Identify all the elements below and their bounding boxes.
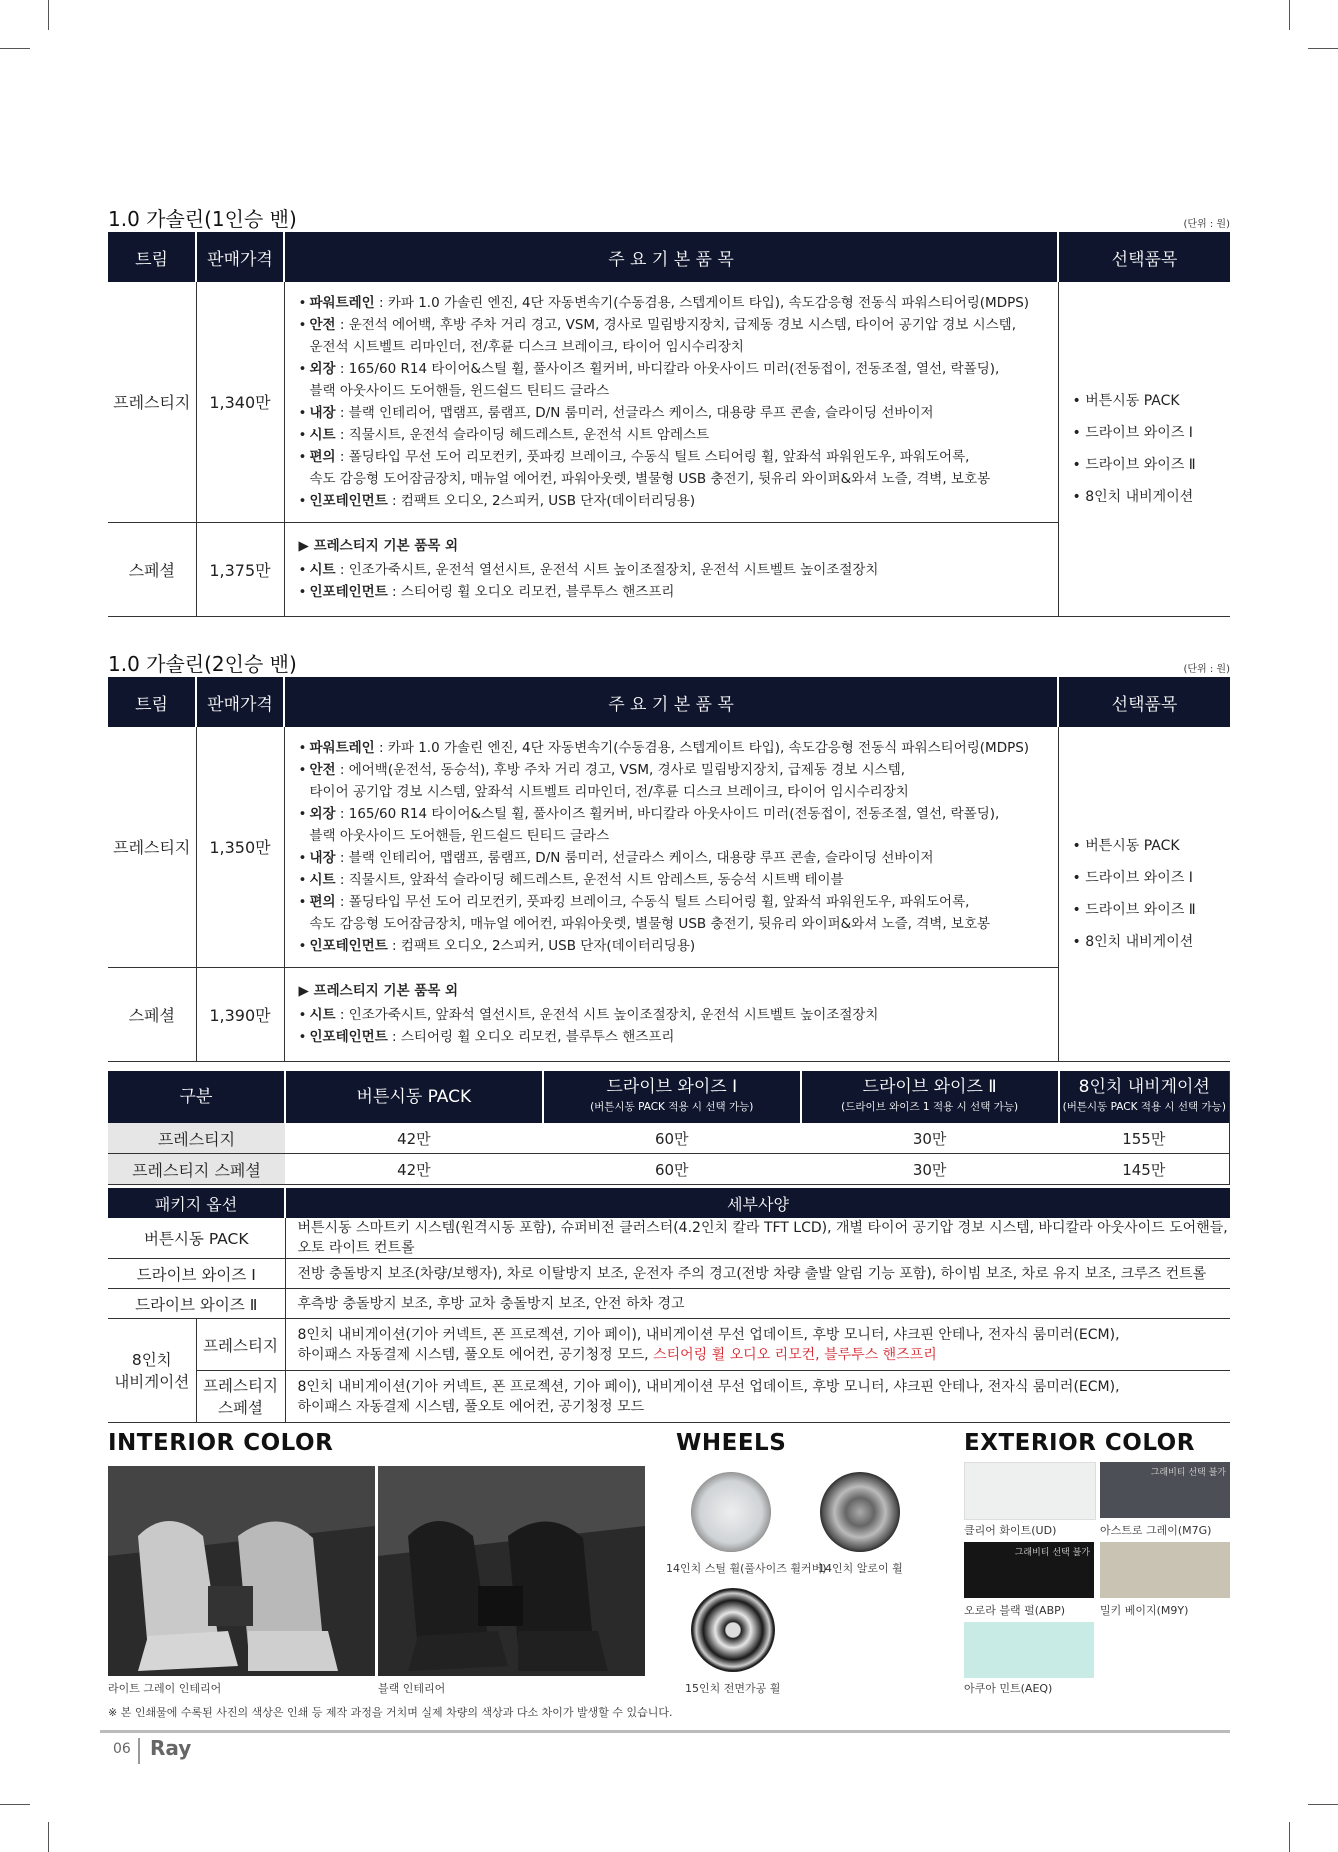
wheel-label: 14인치 스틸 휠(풀사이즈 휠커버) [666, 1562, 827, 1575]
col-header-options: 선택품목 [1058, 232, 1230, 282]
option-list [1058, 282, 1230, 616]
interior-label: 라이트 그레이 인테리어 [108, 1682, 222, 1695]
crop-mark [1289, 1822, 1290, 1852]
feature-item: • 편의 : 폴딩타입 무선 도어 리모컨키, 풋파킹 브레이크, 수동식 틸트 스티어링 휠, 앞좌석 파워윈도우, 파워도어록, 속도 감응형 도어잠금장치, 매뉴얼 에어컨, 파워아웃렛, 별물형 USB 충전기, 뒷유리 와이퍼&와셔 노즐, 격벽, 보호봉 [299, 891, 1044, 935]
col-header-price: 판매가격 [196, 232, 284, 282]
crop-mark [0, 48, 30, 49]
color-label: 아쿠아 민트(AEQ) [964, 1682, 1053, 1695]
wheels-title: WHEELS [676, 1430, 787, 1456]
feature-list [284, 282, 1058, 522]
price-cell: 30만 [801, 1154, 1059, 1185]
feature-list [284, 967, 1058, 1061]
spec-table-van1 [108, 232, 1230, 617]
wheel-label: 15인치 전면가공 휠 [685, 1682, 781, 1695]
color-swatch-aurora-black: 그래비티 선택 불가 [964, 1542, 1094, 1598]
exterior-title: EXTERIOR COLOR [964, 1430, 1195, 1456]
price-cell: 60만 [543, 1154, 801, 1185]
col-header-price: 판매가격 [196, 677, 284, 727]
col-header: 패키지 옵션 [108, 1188, 285, 1218]
table-row [108, 1319, 1230, 1371]
option-item: • 8인치 내비게이션 [1073, 926, 1230, 958]
option-item: • 버튼시동 PACK [1073, 385, 1230, 417]
feature-item: • 내장 : 블랙 인테리어, 맵램프, 룸램프, D/N 룸미러, 선글라스 케이스, 대용량 루프 콘솔, 슬라이딩 선바이저 [299, 847, 1044, 869]
unit-label: (단위 : 원) [1183, 664, 1230, 675]
option-price-table [108, 1071, 1230, 1185]
crop-mark [48, 1822, 49, 1852]
color-label: 오로라 블랙 펄(ABP) [964, 1604, 1066, 1617]
trim-price: 1,340만 [196, 282, 284, 522]
col-header: 드라이브 와이즈 Ⅰ (버튼시동 PACK 적용 시 선택 가능) [543, 1071, 801, 1123]
feature-item: • 인포테인먼트 : 스티어링 휠 오디오 리모컨, 블루투스 핸즈프리 [299, 1026, 1044, 1048]
feature-item: • 안전 : 운전석 에어백, 후방 주차 거리 경고, VSM, 경사로 밀림방지장치, 급제동 경보 시스템, 타이어 공기압 경보 시스템, 운전석 시트벨트 리마인더, 전/후륜 디스크 브레이크, 타이어 임시수리장치 [299, 314, 1044, 358]
wheel-image-steel [691, 1472, 771, 1552]
trim-price: 1,390만 [196, 967, 284, 1061]
interior-photo [378, 1466, 645, 1676]
wheel-label: 14인치 알로이 휠 [818, 1562, 903, 1575]
col-header-trim: 트림 [108, 677, 196, 727]
col-header: 8인치 내비게이션 (버튼시동 PACK 적용 시 선택 가능) [1059, 1071, 1230, 1123]
col-header-features: 주 요 기 본 품 목 [284, 232, 1058, 282]
feature-item: • 시트 : 직물시트, 운전석 슬라이딩 헤드레스트, 운전석 시트 암레스트 [299, 424, 1044, 446]
trim-name: 프레스티지 [108, 727, 196, 967]
package-name: 8인치 내비게이션 [108, 1319, 196, 1423]
interior-label: 블랙 인테리어 [378, 1682, 446, 1695]
footer-divider [100, 1730, 1230, 1733]
footer-separator [138, 1738, 140, 1764]
price-cell: 60만 [543, 1123, 801, 1154]
section-title-van2: 1.0 가솔린(2인승 밴) [108, 652, 297, 676]
trim-name: 스페셜 [108, 967, 196, 1061]
option-item: • 8인치 내비게이션 [1073, 481, 1230, 513]
unit-label: (단위 : 원) [1183, 219, 1230, 230]
row-label: 프레스티지 [108, 1123, 285, 1154]
crop-mark [48, 0, 49, 30]
option-item: • 드라이브 와이즈 Ⅱ [1073, 449, 1230, 481]
price-cell: 145만 [1059, 1154, 1230, 1185]
feature-list [284, 727, 1058, 967]
footnote: ※ 본 인쇄물에 수록된 사진의 색상은 인쇄 등 제작 과정을 거치며 실제 차량의 색상과 다소 차이가 발생할 수 있습니다. [108, 1706, 673, 1719]
package-table [108, 1188, 1230, 1423]
price-cell: 42만 [285, 1154, 543, 1185]
table-row [108, 1289, 1230, 1319]
option-item: • 드라이브 와이즈 Ⅰ [1073, 862, 1230, 894]
table-row [108, 1371, 1230, 1423]
col-header: 드라이브 와이즈 Ⅱ (드라이브 와이즈 1 적용 시 선택 가능) [801, 1071, 1059, 1123]
crop-mark [0, 1804, 30, 1805]
price-cell: 42만 [285, 1123, 543, 1154]
feature-item: • 시트 : 직물시트, 앞좌석 슬라이딩 헤드레스트, 운전석 시트 암레스트, 동승석 시트백 테이블 [299, 869, 1044, 891]
col-header-trim: 트림 [108, 232, 196, 282]
trim-name: 프레스티지 [108, 282, 196, 522]
feature-heading: ▶ 프레스티지 기본 품목 외 [298, 983, 459, 999]
color-swatch-astro-grey: 그래비티 선택 불가 [1100, 1462, 1230, 1518]
option-item: • 버튼시동 PACK [1073, 830, 1230, 862]
package-desc: 버튼시동 스마트키 시스템(원격시동 포함), 슈퍼비전 클러스터(4.2인치 칼라 TFT LCD), 개별 타이어 공기압 경보 시스템, 바디칼라 아웃사이드 도어핸들, 오토 라이트 컨트롤 [285, 1218, 1230, 1259]
package-name: 버튼시동 PACK [108, 1218, 285, 1259]
feature-list [284, 522, 1058, 616]
color-swatch-milky-beige [1100, 1542, 1230, 1598]
col-header: 버튼시동 PACK [285, 1071, 543, 1123]
feature-item: • 외장 : 165/60 R14 타이어&스틸 휠, 풀사이즈 휠커버, 바디칼라 아웃사이드 미러(전동접이, 전동조절, 열선, 락폴딩), 블랙 아웃사이드 도어핸들, 윈드쉴드 틴티드 글라스 [299, 358, 1044, 402]
feature-item: • 내장 : 블랙 인테리어, 맵램프, 룸램프, D/N 룸미러, 선글라스 케이스, 대용량 루프 콘솔, 슬라이딩 선바이저 [299, 402, 1044, 424]
trim-label: 프레스티지 스페셜 [196, 1371, 285, 1423]
interior-photo [108, 1466, 375, 1676]
crop-mark [1289, 0, 1290, 30]
color-label: 밀키 베이지(M9Y) [1100, 1604, 1189, 1617]
trim-price: 1,375만 [196, 522, 284, 616]
col-header: 구분 [108, 1071, 285, 1123]
col-header: 세부사양 [285, 1188, 1230, 1218]
spec-table-van2 [108, 677, 1230, 1062]
color-label: 클리어 화이트(UD) [964, 1524, 1057, 1537]
option-item: • 드라이브 와이즈 Ⅱ [1073, 894, 1230, 926]
feature-item: • 인포테인먼트 : 컴팩트 오디오, 2스피커, USB 단자(데이터리딩용) [299, 490, 1044, 512]
table-row [108, 1154, 1230, 1185]
option-list [1058, 727, 1230, 1061]
col-header-options: 선택품목 [1058, 677, 1230, 727]
price-cell: 30만 [801, 1123, 1059, 1154]
color-swatch-aqua-mint [964, 1622, 1094, 1678]
table-row [108, 1218, 1230, 1259]
interior-title: INTERIOR COLOR [108, 1430, 334, 1456]
color-swatch-clear-white [964, 1462, 1096, 1520]
wheel-image-alloy [820, 1472, 900, 1552]
feature-heading: ▶ 프레스티지 기본 품목 외 [298, 538, 459, 554]
package-desc: 8인치 내비게이션(기아 커넥트, 폰 프로젝션, 기아 페이), 내비게이션 무선 업데이트, 후방 모니터, 샤크핀 안테나, 전자식 룸미러(ECM), 하이패스 자동결제 시스템, 풀오토 에어컨, 공기청정 모드, 스티어링 휠 오디오 리모컨, 블루투스 핸즈프리 [285, 1319, 1230, 1371]
feature-item: • 인포테인먼트 : 스티어링 휠 오디오 리모컨, 블루투스 핸즈프리 [299, 581, 1044, 603]
wheel-image-15in [691, 1588, 775, 1672]
section-title-van1: 1.0 가솔린(1인승 밴) [108, 207, 297, 231]
feature-item: • 파워트레인 : 카파 1.0 가솔린 엔진, 4단 자동변속기(수동겸용, 스텝게이트 타입), 속도감응형 전동식 파워스티어링(MDPS) [299, 292, 1044, 314]
option-item: • 드라이브 와이즈 Ⅰ [1073, 417, 1230, 449]
highlight-text: 스티어링 휠 오디오 리모컨, 블루투스 핸즈프리 [653, 1346, 937, 1363]
package-name: 드라이브 와이즈 Ⅱ [108, 1289, 285, 1319]
trim-label: 프레스티지 [196, 1319, 285, 1371]
feature-item: • 편의 : 폴딩타입 무선 도어 리모컨키, 풋파킹 브레이크, 수동식 틸트 스티어링 휠, 앞좌석 파워윈도우, 파워도어록, 속도 감응형 도어잠금장치, 매뉴얼 에어컨, 파워아웃렛, 별물형 USB 충전기, 뒷유리 와이퍼&와셔 노즐, 격벽, 보호봉 [299, 446, 1044, 490]
feature-item: • 안전 : 에어백(운전석, 동승석), 후방 주차 거리 경고, VSM, 경사로 밀림방지장치, 급제동 경보 시스템, 타이어 공기압 경보 시스템, 앞좌석 시트벨트 리마인더, 전/후륜 디스크 브레이크, 타이어 임시수리장치 [299, 759, 1044, 803]
feature-item: • 인포테인먼트 : 컴팩트 오디오, 2스피커, USB 단자(데이터리딩용) [299, 935, 1044, 957]
col-header-features: 주 요 기 본 품 목 [284, 677, 1058, 727]
table-row [108, 1259, 1230, 1289]
table-row [108, 1123, 1230, 1154]
crop-mark [1308, 1804, 1338, 1805]
color-label: 아스트로 그레이(M7G) [1100, 1524, 1212, 1537]
trim-price: 1,350만 [196, 727, 284, 967]
package-desc: 전방 충돌방지 보조(차량/보행자), 차로 이탈방지 보조, 운전자 주의 경고(전방 차량 출발 알림 기능 포함), 하이빔 보조, 차로 유지 보조, 크루즈 컨트롤 [285, 1259, 1230, 1289]
brand-name: Ray [150, 1736, 192, 1760]
package-desc: 후측방 충돌방지 보조, 후방 교차 충돌방지 보조, 안전 하차 경고 [285, 1289, 1230, 1319]
package-name: 드라이브 와이즈 Ⅰ [108, 1259, 285, 1289]
feature-item: • 시트 : 인조가죽시트, 운전석 열선시트, 운전석 시트 높이조절장치, 운전석 시트벨트 높이조절장치 [299, 559, 1044, 581]
package-desc: 8인치 내비게이션(기아 커넥트, 폰 프로젝션, 기아 페이), 내비게이션 무선 업데이트, 후방 모니터, 샤크핀 안테나, 전자식 룸미러(ECM), 하이패스 자동결제 시스템, 풀오토 에어컨, 공기청정 모드 [285, 1371, 1230, 1423]
trim-name: 스페셜 [108, 522, 196, 616]
feature-item: • 파워트레인 : 카파 1.0 가솔린 엔진, 4단 자동변속기(수동겸용, 스텝게이트 타입), 속도감응형 전동식 파워스티어링(MDPS) [299, 737, 1044, 759]
crop-mark [1308, 48, 1338, 49]
page-number: 06 [113, 1741, 131, 1757]
price-cell: 155만 [1059, 1123, 1230, 1154]
row-label: 프레스티지 스페셜 [108, 1154, 285, 1185]
feature-item: • 시트 : 인조가죽시트, 앞좌석 열선시트, 운전석 시트 높이조절장치, 운전석 시트벨트 높이조절장치 [299, 1004, 1044, 1026]
feature-item: • 외장 : 165/60 R14 타이어&스틸 휠, 풀사이즈 휠커버, 바디칼라 아웃사이드 미러(전동접이, 전동조절, 열선, 락폴딩), 블랙 아웃사이드 도어핸들, 윈드쉴드 틴티드 글라스 [299, 803, 1044, 847]
